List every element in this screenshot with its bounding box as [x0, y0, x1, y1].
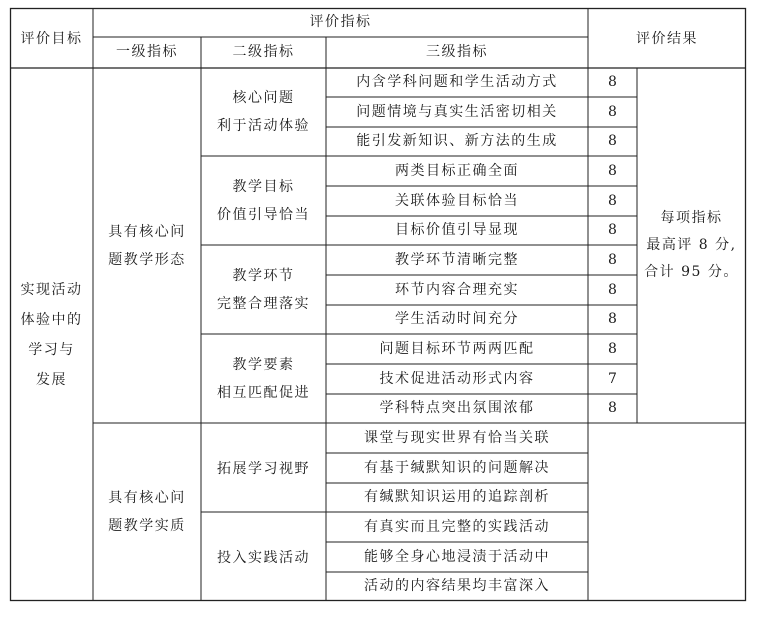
- score-cell: 8: [608, 74, 617, 90]
- level3-cell: 有真实而且完整的实践活动: [364, 519, 550, 535]
- goal-cell: [10, 68, 93, 601]
- score-cell: 8: [608, 104, 617, 120]
- level3-cell: 能够全身心地浸渍于活动中: [364, 549, 550, 565]
- level3-cell: 两类目标正确全面: [395, 163, 519, 179]
- header-result: 评价结果: [636, 31, 698, 47]
- level2-cell: 拓展学习视野: [217, 460, 310, 477]
- level2-cell: 核心问题 利于活动体验: [217, 90, 310, 134]
- goal-line: 实现活动: [20, 281, 83, 298]
- level3-cell: 关联体验目标恰当: [395, 193, 519, 209]
- level3-cell: 学科特点突出氛围浓郁: [379, 400, 535, 416]
- score-cell: 8: [608, 193, 617, 209]
- goal-line: 发展: [36, 371, 67, 388]
- score-cell: 8: [608, 282, 617, 298]
- level2-cell: 教学环节 完整合理落实: [217, 267, 310, 312]
- level3-cell: 学生活动时间充分: [395, 311, 519, 327]
- goal-line: 学习与: [28, 341, 75, 358]
- level2-cell: 教学目标 价值引导恰当: [217, 178, 310, 223]
- level2-cell: 教学要素 相互匹配促进: [217, 356, 310, 401]
- header-indicators: 评价指标: [309, 14, 372, 30]
- level2-cell: 投入实践活动: [217, 549, 310, 566]
- score-cell: 8: [608, 341, 617, 357]
- level3-cell: 环节内容合理充实: [395, 282, 519, 298]
- level3-cell: 教学环节清晰完整: [395, 252, 519, 268]
- header-level3: 三级指标: [426, 44, 488, 60]
- score-cell: 8: [608, 222, 617, 238]
- level3-cell: 目标价值引导显现: [395, 222, 519, 238]
- level1-essence: 具有核心问 题教学实质: [108, 490, 186, 534]
- goal-line: 体验中的: [20, 311, 83, 328]
- level1-form: 具有核心问 题教学形态: [108, 223, 186, 268]
- level3-cell: 问题目标环节两两匹配: [379, 341, 535, 357]
- score-cell: 8: [608, 163, 617, 179]
- level3-cell: 活动的内容结果均丰富深入: [364, 578, 550, 594]
- header-level2: 二级指标: [232, 44, 295, 60]
- score-note: 每项指标 最高评 8 分, 合计 95 分。: [644, 210, 739, 280]
- header-goal: 评价目标: [20, 31, 83, 47]
- score-cell: 8: [608, 311, 617, 327]
- score-cell: 8: [608, 252, 617, 268]
- level3-cell: 有基于缄默知识的问题解决: [364, 460, 550, 476]
- level3-cell: 能引发新知识、新方法的生成: [356, 133, 558, 149]
- level3-cell: 内含学科问题和学生活动方式: [356, 74, 558, 90]
- header-level1: 一级指标: [116, 44, 178, 60]
- level3-cell: 有缄默知识运用的追踪剖析: [364, 489, 550, 505]
- score-cell: 8: [608, 400, 617, 416]
- level3-cell: 课堂与现实世界有恰当关联: [364, 430, 550, 446]
- level3-cell: 问题情境与真实生活密切相关: [356, 104, 558, 120]
- level3-cell: 技术促进活动形式内容: [379, 371, 535, 387]
- score-cell: 8: [608, 133, 617, 149]
- score-cell: 7: [608, 371, 617, 387]
